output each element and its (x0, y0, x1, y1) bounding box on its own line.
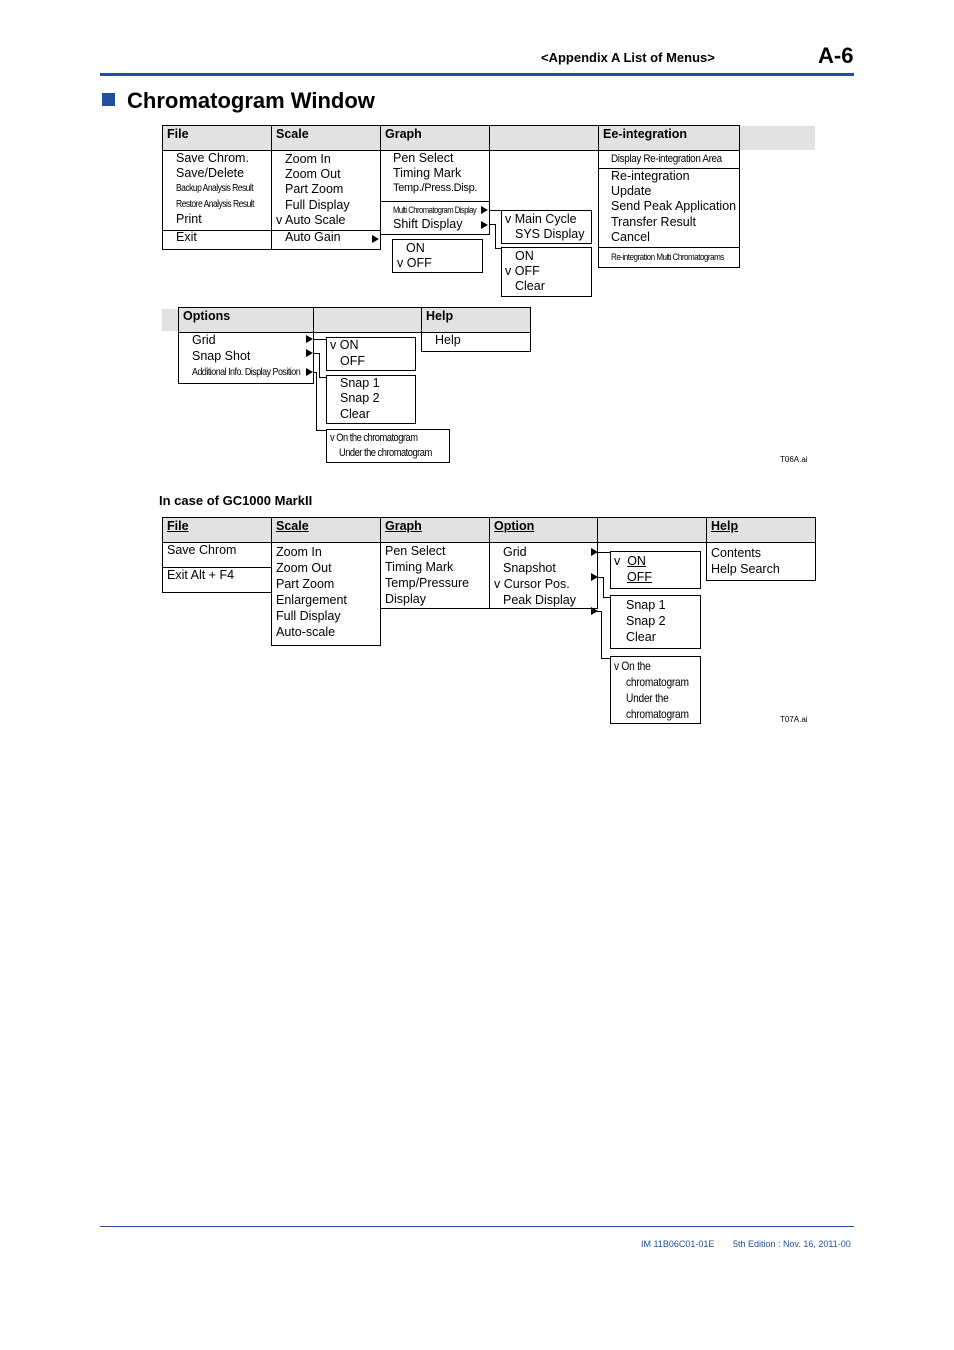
option-item: Peak Display (503, 593, 576, 607)
subsection-title: In case of GC1000 MarkII (159, 493, 313, 508)
file-item: Save/Delete (176, 166, 245, 180)
autogain-item: ON (406, 241, 425, 255)
menu-header-scale: Scale (271, 125, 381, 151)
shift-item: v OFF (505, 264, 540, 278)
shift-item: ON (515, 249, 534, 263)
shift-item: Clear (515, 279, 545, 293)
menu-header-file: File (162, 125, 272, 151)
menubar-bg (162, 309, 179, 331)
figure-id: T07A.ai (780, 715, 808, 724)
submenu-arrow-icon (481, 206, 488, 214)
menu-header-graph: Graph (380, 125, 490, 151)
graph-item: Pen Select (393, 151, 454, 165)
graph-item: Temp/Pressure (385, 576, 470, 590)
figure-id: T06A.ai (780, 455, 808, 464)
graph-item: Multi Chromatogram Display (393, 205, 477, 215)
connector (313, 339, 326, 340)
menu-header-help: Help (706, 517, 816, 543)
scale-item: Full Display (285, 198, 350, 212)
snap-item: Clear (340, 407, 370, 421)
connector (597, 552, 598, 577)
scale-item: Zoom In (276, 545, 322, 559)
graph-separator (380, 201, 490, 202)
scale-item: Part Zoom (276, 577, 335, 591)
submenu-arrow-icon (306, 349, 313, 357)
connector (316, 372, 317, 430)
submenu-arrow-icon (372, 235, 379, 243)
grid-item: OFF (340, 354, 365, 368)
reint-separator (598, 247, 740, 248)
file-item: Exit (176, 230, 197, 244)
scale-item: Enlargement (276, 593, 347, 607)
graph-item: Timing Mark (393, 166, 462, 180)
menu-header-scale: Scale (271, 517, 381, 543)
connector (319, 377, 326, 378)
connector (313, 372, 317, 373)
file-item: Restore Analysis Result (176, 199, 255, 210)
file-item: Exit Alt + F4 (167, 568, 235, 582)
connector (316, 430, 326, 431)
title-bullet-icon (102, 93, 115, 106)
graph-item: Temp./Press.Disp. (393, 182, 478, 194)
connector (597, 552, 610, 553)
connector (601, 611, 602, 658)
snap-item: Clear (626, 630, 656, 644)
autogain-item: v OFF (397, 256, 432, 270)
connector (319, 353, 320, 377)
multi-item: v Main Cycle (505, 212, 577, 226)
section-title: Chromatogram Window (127, 88, 375, 113)
cursor-item: v On the (614, 659, 651, 673)
reint-item: Re-integration Multi Chromatograms (611, 252, 724, 263)
reint-item: Transfer Result (611, 215, 696, 229)
menu-header-options: Options (178, 307, 314, 333)
connector (603, 577, 604, 597)
grid-item: v ON (330, 338, 359, 352)
menu-header-blank (597, 517, 707, 543)
scale-item: Auto Gain (285, 230, 341, 244)
grid-item: OFF (627, 570, 652, 584)
connector (601, 658, 610, 659)
option-item: v Cursor Pos. (494, 577, 570, 591)
scale-item: Part Zoom (285, 182, 344, 196)
connector (489, 210, 490, 224)
cursor-item: Under the (626, 691, 669, 705)
page-number: A-6 (818, 43, 854, 68)
menu-header-blank (489, 125, 599, 151)
options-item: Additional Info. Display Position (192, 366, 301, 378)
scale-item: Zoom In (285, 152, 331, 166)
scale-item: v Auto Scale (276, 213, 346, 227)
menubar-bg (739, 126, 815, 150)
grid-item: v ON (614, 554, 646, 568)
connector (313, 339, 314, 353)
submenu-arrow-icon (481, 221, 488, 229)
graph-item: Shift Display (393, 217, 463, 231)
header-section: <Appendix A List of Menus> (541, 50, 715, 65)
footer-doc-number: IM 11B06C01-01E (641, 1239, 715, 1249)
snap-item: Snap 2 (626, 614, 666, 628)
scale-item: Zoom Out (276, 561, 332, 575)
cursor-item: chromatogram (626, 707, 689, 721)
connector (603, 597, 610, 598)
menu-header-help: Help (421, 307, 531, 333)
connector (495, 224, 496, 248)
footer-rule (100, 1226, 854, 1227)
help-item: Contents (711, 546, 762, 560)
menu-header-blank (313, 307, 422, 333)
reint-item: Update (611, 184, 652, 198)
connector (489, 210, 501, 211)
scale-item: Full Display (276, 609, 341, 623)
menu-header-graph: Graph (380, 517, 490, 543)
file-item: Print (176, 212, 202, 226)
menu-header-option: Option (489, 517, 598, 543)
snap-item: Snap 1 (340, 376, 380, 390)
menu-header-file: File (162, 517, 272, 543)
reint-item: Send Peak Application (611, 199, 737, 213)
help-item: Help (435, 333, 461, 347)
menu-header-reintegration: Ee-integration (598, 125, 740, 151)
graph-item: Pen Select (385, 544, 446, 558)
multi-item: SYS Display (515, 227, 585, 241)
help-item: Help Search (711, 562, 780, 576)
snap-item: Snap 1 (626, 598, 666, 612)
file-item: Backup Analysis Result (176, 183, 254, 194)
option-item: Snapshot (503, 561, 556, 575)
footer-edition: 5th Edition : Nov. 16, 2011-00 (733, 1239, 851, 1249)
options-item: Grid (192, 333, 216, 347)
reint-item: Cancel (611, 230, 650, 244)
file-item: Save Chrom (167, 543, 237, 557)
cursor-item: chromatogram (626, 675, 689, 689)
reint-item: Display Re-integration Area (611, 153, 722, 165)
submenu-arrow-icon (306, 335, 313, 343)
option-item: Grid (503, 545, 527, 559)
file-item: Save Chrom. (176, 151, 249, 165)
graph-item: Timing Mark (385, 560, 454, 574)
scale-item: Zoom Out (285, 167, 341, 181)
addinfo-item: Under the chromatogram (339, 447, 432, 459)
header-rule (100, 73, 854, 76)
graph-item: Display (385, 592, 426, 606)
submenu-arrow-icon (306, 368, 313, 376)
addinfo-item: v On the chromatogram (330, 432, 418, 444)
scale-item: Auto-scale (276, 625, 336, 639)
options-item: Snap Shot (192, 349, 251, 363)
snap-item: Snap 2 (340, 391, 380, 405)
reint-item: Re-integration (611, 169, 690, 183)
